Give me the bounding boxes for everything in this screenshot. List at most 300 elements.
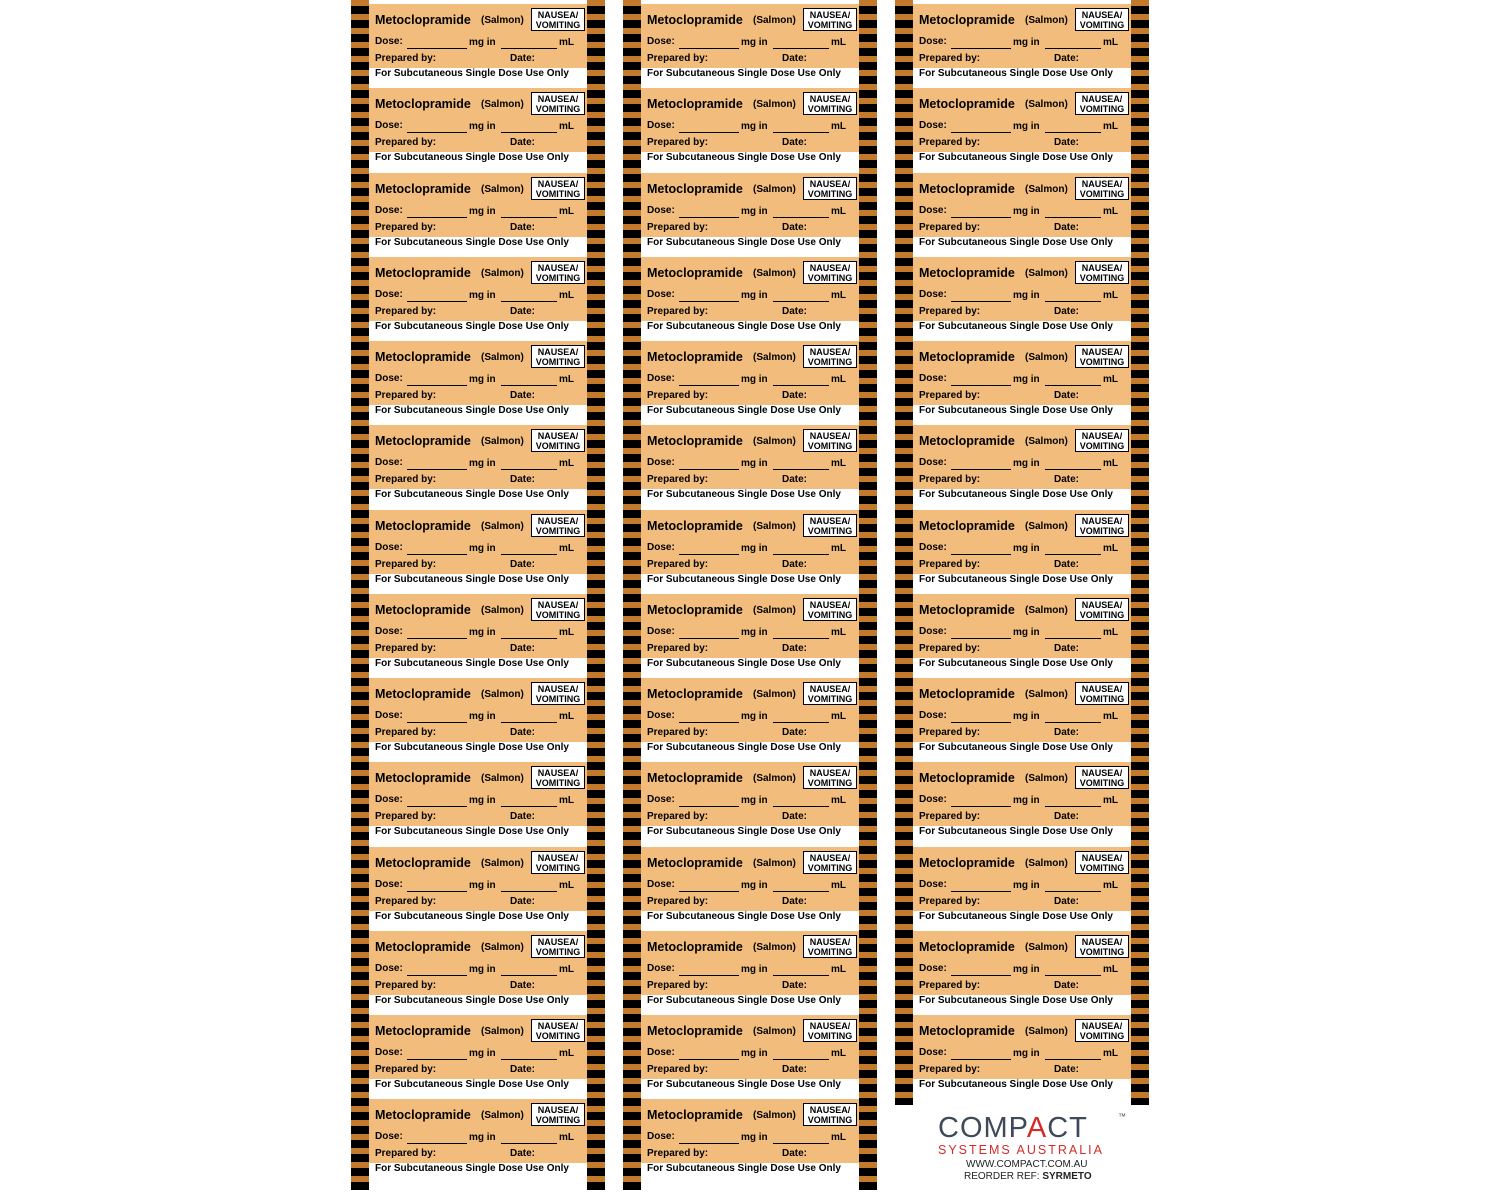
dose-label: Dose: [919,710,947,721]
logo-subtitle: SYSTEMS AUSTRALIA [938,1143,1104,1157]
usage-footer: For Subcutaneous Single Dose Use Only [919,1079,1113,1090]
usage-footer: For Subcutaneous Single Dose Use Only [919,237,1113,248]
date-label: Date: [1054,137,1080,148]
dose-label: Dose: [647,373,675,384]
usage-footer: For Subcutaneous Single Dose Use Only [647,152,841,163]
mg-label: mg in [1013,37,1040,48]
edge-stripe [1131,0,1149,1105]
label-variant: (Salmon) [481,1026,524,1037]
dose-ml-blank [773,217,829,218]
usage-footer: For Subcutaneous Single Dose Use Only [375,1163,569,1174]
syringe-label [369,510,587,594]
indication-badge [1075,8,1129,31]
label-variant: (Salmon) [481,942,524,953]
badge-line-2: VOMITING [807,20,853,30]
drug-name: Metoclopramide [919,97,1015,111]
edge-stripe [895,0,913,1105]
dose-mg-blank [679,385,739,386]
indication-badge [1075,1019,1129,1042]
ml-label: mL [1103,290,1118,301]
syringe-label [369,173,587,257]
mg-label: mg in [1013,627,1040,638]
mg-label: mg in [1013,374,1040,385]
syringe-label [369,847,587,931]
mg-label: mg in [741,1132,768,1143]
usage-footer: For Subcutaneous Single Dose Use Only [647,995,841,1006]
drug-name: Metoclopramide [375,1108,471,1122]
dose-label: Dose: [375,710,403,721]
dose-mg-blank [679,217,739,218]
prepared-by-label: Prepared by: [647,390,709,401]
label-variant: (Salmon) [753,268,796,279]
dose-ml-blank [501,469,557,470]
label-gap [369,1177,587,1183]
badge-line-1: NAUSEA/ [1081,684,1123,694]
dose-ml-blank [1045,385,1101,386]
syringe-label [641,425,859,509]
usage-footer: For Subcutaneous Single Dose Use Only [647,742,841,753]
ml-label: mL [559,964,574,975]
dose-mg-blank [679,48,739,49]
badge-line-1: NAUSEA/ [537,600,579,610]
label-variant: (Salmon) [1025,99,1068,110]
badge-line-2: VOMITING [807,526,853,536]
syringe-label [641,678,859,762]
dose-mg-blank [679,975,739,976]
syringe-label [369,678,587,762]
label-variant: (Salmon) [1025,689,1068,700]
drug-name: Metoclopramide [647,771,743,785]
mg-label: mg in [469,964,496,975]
indication-badge [531,935,585,958]
dose-label: Dose: [375,794,403,805]
indication-badge [1075,766,1129,789]
usage-footer: For Subcutaneous Single Dose Use Only [919,995,1113,1006]
label-variant: (Salmon) [753,858,796,869]
dose-ml-blank [773,1143,829,1144]
usage-footer: For Subcutaneous Single Dose Use Only [919,574,1113,585]
badge-line-2: VOMITING [535,189,581,199]
mg-label: mg in [469,37,496,48]
drug-name: Metoclopramide [375,1024,471,1038]
logo-brand: COMPACT [938,1112,1088,1144]
label-variant: (Salmon) [481,15,524,26]
ml-label: mL [831,458,846,469]
syringe-label [641,931,859,1015]
dose-ml-blank [1045,806,1101,807]
label-gap [641,1177,859,1183]
mg-label: mg in [741,121,768,132]
dose-label: Dose: [375,1131,403,1142]
dose-mg-blank [679,891,739,892]
usage-footer: For Subcutaneous Single Dose Use Only [375,911,569,922]
mg-label: mg in [741,458,768,469]
label-variant: (Salmon) [1025,15,1068,26]
drug-name: Metoclopramide [647,266,743,280]
badge-line-1: NAUSEA/ [809,600,851,610]
badge-line-2: VOMITING [535,1115,581,1125]
date-label: Date: [510,474,536,485]
ml-label: mL [831,1132,846,1143]
mg-label: mg in [1013,458,1040,469]
badge-line-2: VOMITING [535,610,581,620]
usage-footer: For Subcutaneous Single Dose Use Only [375,68,569,79]
dose-ml-blank [773,638,829,639]
ml-label: mL [559,627,574,638]
syringe-label [913,1015,1131,1099]
usage-footer: For Subcutaneous Single Dose Use Only [375,1079,569,1090]
dose-ml-blank [1045,469,1101,470]
indication-badge [803,766,857,789]
indication-badge [803,8,857,31]
ml-label: mL [559,711,574,722]
mg-label: mg in [741,206,768,217]
dose-label: Dose: [919,794,947,805]
dose-label: Dose: [919,205,947,216]
date-label: Date: [510,222,536,233]
badge-line-2: VOMITING [535,441,581,451]
compact-logo [936,1112,1136,1202]
label-variant: (Salmon) [753,605,796,616]
usage-footer: For Subcutaneous Single Dose Use Only [647,826,841,837]
usage-footer: For Subcutaneous Single Dose Use Only [919,152,1113,163]
ml-label: mL [831,374,846,385]
usage-footer: For Subcutaneous Single Dose Use Only [919,489,1113,500]
drug-name: Metoclopramide [375,266,471,280]
mg-label: mg in [741,880,768,891]
dose-ml-blank [501,132,557,133]
drug-name: Metoclopramide [647,687,743,701]
dose-ml-blank [1045,638,1101,639]
dose-ml-blank [1045,217,1101,218]
drug-name: Metoclopramide [647,350,743,364]
usage-footer: For Subcutaneous Single Dose Use Only [647,1079,841,1090]
label-gap [369,503,587,509]
ml-label: mL [831,1048,846,1059]
prepared-by-label: Prepared by: [919,390,981,401]
dose-ml-blank [773,301,829,302]
badge-line-2: VOMITING [807,441,853,451]
label-variant: (Salmon) [481,268,524,279]
mg-label: mg in [469,627,496,638]
syringe-label [641,847,859,931]
syringe-label [369,341,587,425]
usage-footer: For Subcutaneous Single Dose Use Only [375,152,569,163]
mg-label: mg in [1013,880,1040,891]
date-label: Date: [782,474,808,485]
dose-mg-blank [679,301,739,302]
indication-badge [531,851,585,874]
dose-label: Dose: [647,794,675,805]
badge-line-1: NAUSEA/ [537,1021,579,1031]
dose-ml-blank [773,385,829,386]
indication-badge [531,514,585,537]
badge-line-2: VOMITING [807,104,853,114]
indication-badge [803,851,857,874]
dose-label: Dose: [647,36,675,47]
usage-footer: For Subcutaneous Single Dose Use Only [647,68,841,79]
usage-footer: For Subcutaneous Single Dose Use Only [375,658,569,669]
prepared-by-label: Prepared by: [375,811,437,822]
badge-line-1: NAUSEA/ [1081,179,1123,189]
dose-ml-blank [501,48,557,49]
prepared-by-label: Prepared by: [375,643,437,654]
drug-name: Metoclopramide [919,940,1015,954]
badge-line-2: VOMITING [807,1031,853,1041]
syringe-label [369,4,587,88]
dose-label: Dose: [919,289,947,300]
badge-line-1: NAUSEA/ [809,516,851,526]
dose-ml-blank [773,1059,829,1060]
indication-badge [803,261,857,284]
mg-label: mg in [469,795,496,806]
badge-line-1: NAUSEA/ [537,179,579,189]
usage-footer: For Subcutaneous Single Dose Use Only [919,405,1113,416]
logo-website: WWW.COMPACT.COM.AU [966,1159,1088,1170]
label-column [351,0,605,1190]
mg-label: mg in [1013,711,1040,722]
dose-ml-blank [773,554,829,555]
indication-badge [803,935,857,958]
date-label: Date: [1054,53,1080,64]
syringe-label [913,678,1131,762]
dose-mg-blank [951,975,1011,976]
syringe-label [913,257,1131,341]
dose-mg-blank [407,217,467,218]
indication-badge [1075,92,1129,115]
dose-label: Dose: [375,963,403,974]
drug-name: Metoclopramide [375,97,471,111]
ml-label: mL [831,543,846,554]
usage-footer: For Subcutaneous Single Dose Use Only [647,911,841,922]
syringe-label [369,762,587,846]
dose-label: Dose: [647,205,675,216]
label-variant: (Salmon) [481,436,524,447]
dose-label: Dose: [647,457,675,468]
syringe-label [369,1015,587,1099]
badge-line-2: VOMITING [1079,610,1125,620]
prepared-by-label: Prepared by: [375,390,437,401]
drug-name: Metoclopramide [375,182,471,196]
dose-label: Dose: [375,1047,403,1058]
drug-name: Metoclopramide [647,13,743,27]
indication-badge [803,1019,857,1042]
date-label: Date: [782,390,808,401]
badge-line-1: NAUSEA/ [537,1105,579,1115]
mg-label: mg in [469,206,496,217]
badge-line-1: NAUSEA/ [809,431,851,441]
dose-ml-blank [1045,48,1101,49]
label-variant: (Salmon) [481,352,524,363]
dose-label: Dose: [647,879,675,890]
mg-label: mg in [741,37,768,48]
syringe-label [913,173,1131,257]
dose-label: Dose: [919,36,947,47]
ml-label: mL [559,290,574,301]
badge-line-1: NAUSEA/ [1081,937,1123,947]
badge-line-1: NAUSEA/ [809,1021,851,1031]
dose-label: Dose: [647,963,675,974]
dose-label: Dose: [375,626,403,637]
drug-name: Metoclopramide [919,687,1015,701]
label-variant: (Salmon) [753,521,796,532]
ml-label: mL [1103,206,1118,217]
label-variant: (Salmon) [1025,773,1068,784]
dose-mg-blank [407,1143,467,1144]
label-gap [913,166,1131,172]
ml-label: mL [831,121,846,132]
indication-badge [531,682,585,705]
drug-name: Metoclopramide [919,856,1015,870]
mg-label: mg in [741,1048,768,1059]
badge-line-2: VOMITING [1079,273,1125,283]
indication-badge [531,1103,585,1126]
syringe-label [369,88,587,172]
date-label: Date: [510,559,536,570]
indication-badge [531,92,585,115]
dose-mg-blank [407,554,467,555]
date-label: Date: [1054,727,1080,738]
badge-line-2: VOMITING [807,610,853,620]
indication-badge [1075,177,1129,200]
usage-footer: For Subcutaneous Single Dose Use Only [919,742,1113,753]
label-variant: (Salmon) [1025,605,1068,616]
dose-ml-blank [773,891,829,892]
dose-mg-blank [679,554,739,555]
syringe-label [641,88,859,172]
usage-footer: For Subcutaneous Single Dose Use Only [919,68,1113,79]
dose-ml-blank [773,806,829,807]
prepared-by-label: Prepared by: [647,137,709,148]
prepared-by-label: Prepared by: [919,306,981,317]
usage-footer: For Subcutaneous Single Dose Use Only [375,489,569,500]
dose-label: Dose: [375,373,403,384]
date-label: Date: [1054,811,1080,822]
dose-ml-blank [773,722,829,723]
indication-badge [531,8,585,31]
dose-ml-blank [1045,554,1101,555]
mg-label: mg in [741,543,768,554]
dose-ml-blank [1045,132,1101,133]
dose-ml-blank [501,638,557,639]
syringe-label [913,88,1131,172]
badge-line-1: NAUSEA/ [1081,431,1123,441]
dose-ml-blank [501,217,557,218]
mg-label: mg in [1013,964,1040,975]
badge-line-2: VOMITING [1079,947,1125,957]
mg-label: mg in [741,374,768,385]
badge-line-1: NAUSEA/ [1081,768,1123,778]
syringe-label [369,931,587,1015]
label-variant: (Salmon) [1025,436,1068,447]
indication-badge [803,514,857,537]
syringe-label [641,4,859,88]
indication-badge [531,766,585,789]
prepared-by-label: Prepared by: [647,474,709,485]
usage-footer: For Subcutaneous Single Dose Use Only [647,574,841,585]
badge-line-2: VOMITING [807,357,853,367]
syringe-label [913,341,1131,425]
date-label: Date: [782,53,808,64]
dose-label: Dose: [919,457,947,468]
prepared-by-label: Prepared by: [647,811,709,822]
usage-footer: For Subcutaneous Single Dose Use Only [375,826,569,837]
ml-label: mL [831,964,846,975]
ml-label: mL [831,206,846,217]
prepared-by-label: Prepared by: [919,53,981,64]
dose-ml-blank [501,891,557,892]
prepared-by-label: Prepared by: [647,306,709,317]
dose-label: Dose: [919,373,947,384]
prepared-by-label: Prepared by: [647,980,709,991]
badge-line-2: VOMITING [807,694,853,704]
dose-mg-blank [407,806,467,807]
mg-label: mg in [741,290,768,301]
dose-ml-blank [1045,301,1101,302]
drug-name: Metoclopramide [647,856,743,870]
label-variant: (Salmon) [753,184,796,195]
label-column [895,0,1149,1105]
dose-mg-blank [951,891,1011,892]
label-variant: (Salmon) [1025,268,1068,279]
indication-badge [531,345,585,368]
prepared-by-label: Prepared by: [647,896,709,907]
drug-name: Metoclopramide [375,350,471,364]
dose-mg-blank [407,1059,467,1060]
mg-label: mg in [469,290,496,301]
ml-label: mL [559,1132,574,1143]
dose-label: Dose: [647,1131,675,1142]
dose-ml-blank [1045,975,1101,976]
drug-name: Metoclopramide [919,603,1015,617]
label-gap [913,1093,1131,1099]
label-gap [913,503,1131,509]
ml-label: mL [1103,543,1118,554]
dose-ml-blank [773,975,829,976]
prepared-by-label: Prepared by: [375,1148,437,1159]
syringe-label [641,257,859,341]
ml-label: mL [831,37,846,48]
label-variant: (Salmon) [481,184,524,195]
dose-ml-blank [501,554,557,555]
mg-label: mg in [1013,290,1040,301]
dose-ml-blank [1045,722,1101,723]
edge-stripe [351,0,369,1190]
usage-footer: For Subcutaneous Single Dose Use Only [647,321,841,332]
drug-name: Metoclopramide [919,182,1015,196]
drug-name: Metoclopramide [919,519,1015,533]
date-label: Date: [1054,306,1080,317]
syringe-label [641,1099,859,1183]
label-variant: (Salmon) [1025,1026,1068,1037]
label-variant: (Salmon) [481,689,524,700]
ml-label: mL [559,880,574,891]
prepared-by-label: Prepared by: [375,222,437,233]
syringe-label [641,173,859,257]
dose-mg-blank [407,132,467,133]
ml-label: mL [1103,964,1118,975]
badge-line-1: NAUSEA/ [809,10,851,20]
usage-footer: For Subcutaneous Single Dose Use Only [647,489,841,500]
drug-name: Metoclopramide [375,687,471,701]
syringe-label [641,762,859,846]
dose-ml-blank [1045,1059,1101,1060]
ml-label: mL [1103,711,1118,722]
badge-line-1: NAUSEA/ [809,179,851,189]
ml-label: mL [1103,627,1118,638]
dose-label: Dose: [647,626,675,637]
dose-label: Dose: [919,879,947,890]
